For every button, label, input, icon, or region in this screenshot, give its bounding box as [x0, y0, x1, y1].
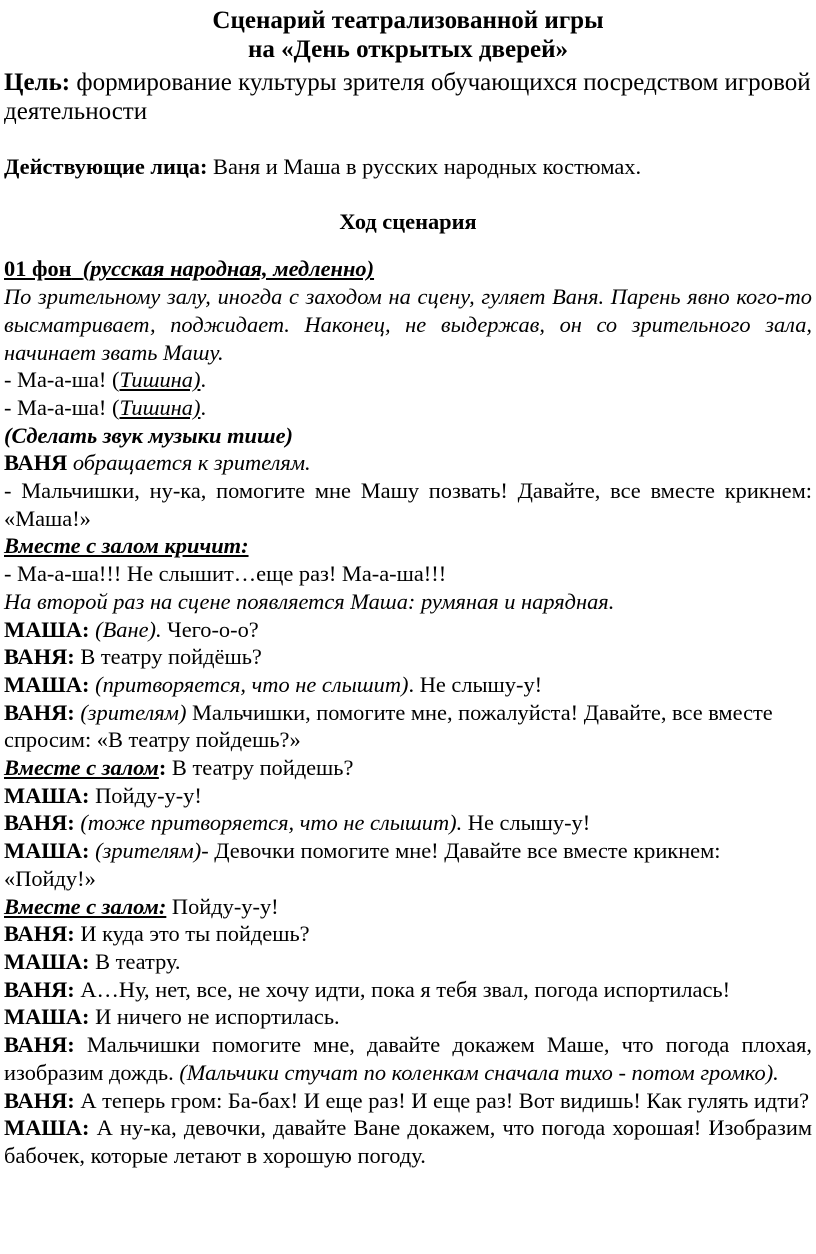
dialogue-line: МАША: А ну-ка, девочки, давайте Ване докажем, что погода хорошая! Изобразим бабочек, которые летают в хорошую погоду. [4, 1115, 812, 1168]
dialogue-line: ВАНЯ: Мальчишки помогите мне, давайте докажем Маше, что погода плохая, изобразим дождь. (Мальчики стучат по коленкам сначала тихо - потом громко). [4, 1032, 812, 1085]
dialogue-line: Вместе с залом: Пойду-у-у! [4, 893, 279, 919]
goal-paragraph [4, 68, 812, 126]
vanya-direction: ВАНЯ обращается к зрителям. [4, 450, 311, 476]
dialogue-line: ВАНЯ: И куда это ты пойдешь? [4, 921, 310, 947]
dialogue-line: МАША: Пойду-у-у! [4, 782, 202, 808]
dialogue-line: МАША: И ничего не испортилась. [4, 1004, 340, 1030]
track-desc: (русская народная, медленно) [82, 256, 375, 282]
dialogue-line: ВАНЯ: В театру пойдёшь? [4, 644, 262, 670]
dialogue-line: ВАНЯ: А теперь гром: Ба-бах! И еще раз! И еще раз! Вот видишь! Как гулять идти? [4, 1087, 810, 1113]
dialogue-line: ВАНЯ: А…Ну, нет, все, не хочу идти, пока я тебя звал, погода испортилась! [4, 976, 731, 1002]
dialogue-line: МАША: В театру. [4, 948, 181, 974]
dialogue-line: МАША: (Ване). Чего-о-о? [4, 616, 259, 642]
masha-appears: На второй раз на сцене появляется Маша: румяная и нарядная. [4, 588, 615, 614]
cast-text: Ваня и Маша в русских народных костюмах. [207, 154, 642, 179]
vanya-speech: - Мальчишки, ну-ка, помогите мне Машу позвать! Давайте, все вместе крикнем: «Маша!» [4, 478, 812, 531]
track-line [4, 255, 812, 283]
goal-label: Цель: [4, 69, 71, 96]
goal-text: формирование культуры зрителя обучающихся посредством игровой деятельности [4, 69, 811, 125]
intro-paragraph: По зрительному залу, иногда с заходом на сцену, гуляет Ваня. Парень явно кого-то высматривает, поджидает. Наконец, не выдержав, он со зрительного зала, начинает звать Машу. [4, 284, 812, 365]
dialogue-line: ВАНЯ: (зрителям) Мальчишки, помогите мне, пожалуйста! Давайте, все вместе спросим: «В театру пойдешь?» [4, 699, 773, 753]
title-line-1: Сценарий театрализованной игры [212, 7, 604, 34]
dialogue-line: Вместе с залом: В театру пойдешь? [4, 755, 354, 781]
dialogue-line: МАША: (притворяется, что не слышит). Не слышу-у! [4, 671, 543, 697]
track-label: 01 фон [4, 256, 72, 282]
dialogue-line: МАША: (зрителям)- Девочки помогите мне! Давайте все вместе крикнем: «Пойду!» [4, 838, 721, 891]
cast-label: Действующие лица: [4, 154, 208, 179]
title-line-2: на «День открытых дверей» [247, 36, 569, 63]
dialogue-line: ВАНЯ: (тоже притворяется, что не слышит). Не слышу-у! [4, 810, 591, 836]
section-heading: Ход сценария [339, 208, 477, 234]
call-line-1: - Ма-а-ша! (Тишина). [4, 367, 207, 393]
call-line-2: - Ма-а-ша! (Тишина). [4, 394, 207, 420]
shout-line: - Ма-а-ша!!! Не слышит…еще раз! Ма-а-ша!!! [4, 561, 447, 587]
together-shout-label: Вместе с залом кричит: [4, 533, 249, 559]
cast-paragraph [4, 153, 812, 181]
sound-note: (Сделать звук музыки тише) [4, 422, 294, 448]
